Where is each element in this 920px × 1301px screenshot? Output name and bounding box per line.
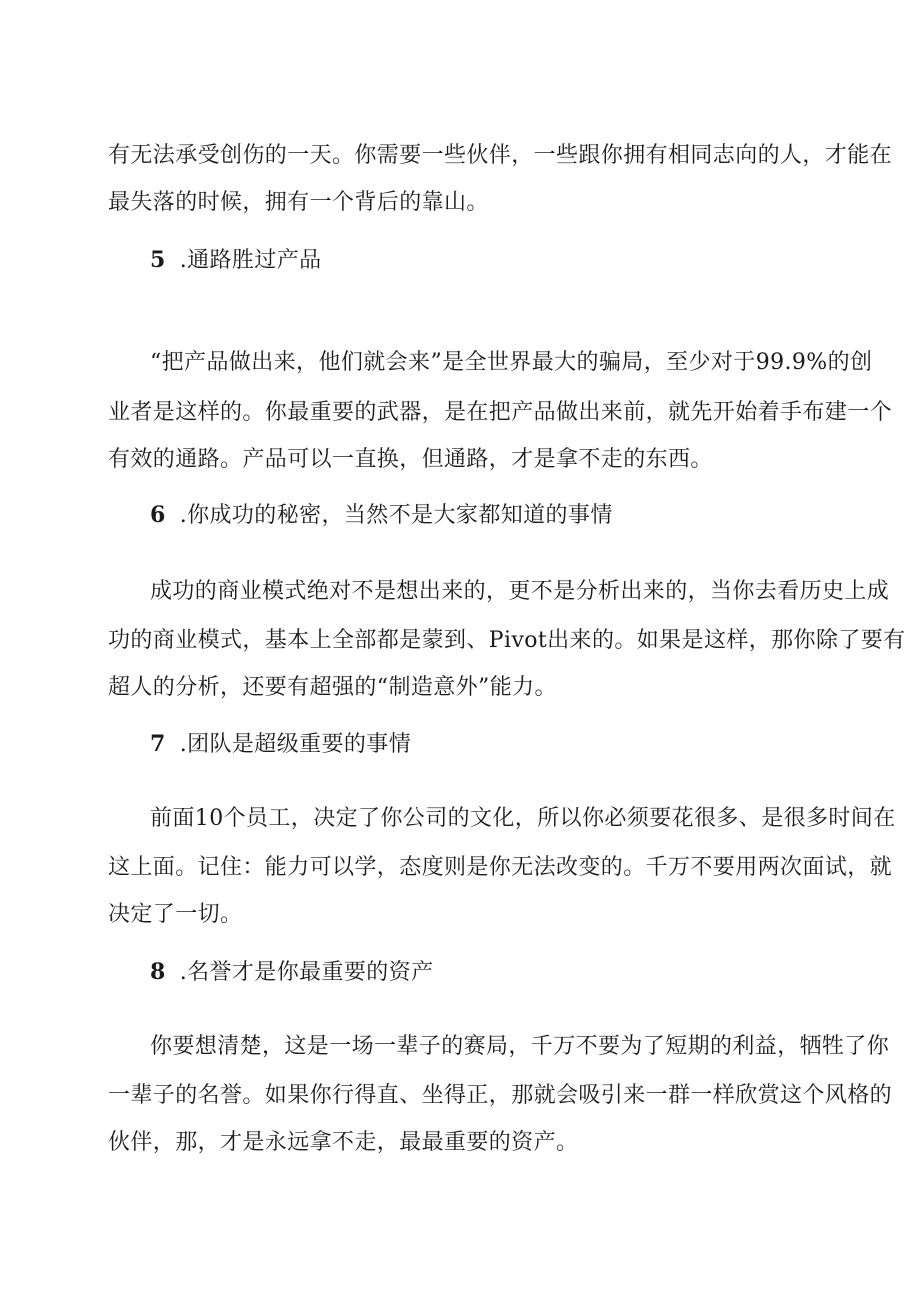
section-number: 8 — [150, 959, 166, 985]
section-heading-7 — [150, 729, 411, 760]
section-number: 5 — [150, 247, 166, 273]
paragraph-line: 业者是这样的。你最重要的武器，是在把产品做出来前，就先开始着手布建一个 — [108, 400, 893, 425]
paragraph-line: 你要想清楚，这是一场一辈子的赛局，千万不要为了短期的利益，牺牲了你 — [150, 1034, 890, 1059]
paragraph-line: 伙伴，那，才是永远拿不走，最最重要的资产。 — [108, 1130, 579, 1155]
paragraph-line: “把产品做出来，他们就会来”是全世界最大的骗局，至少对于99.9%的创 — [150, 350, 873, 375]
paragraph-line: 前面10个员工，决定了你公司的文化，所以你必须要花很多、是很多时间在 — [150, 806, 896, 831]
paragraph-line: 最失落的时候，拥有一个背后的靠山。 — [108, 190, 489, 215]
section-number: 7 — [150, 731, 166, 757]
section-title: .你成功的秘密，当然不是大家都知道的事情 — [179, 503, 613, 528]
paragraph-line: 决定了一切。 — [108, 902, 243, 927]
section-title: .团队是超级重要的事情 — [179, 732, 412, 757]
section-heading-5 — [150, 245, 322, 276]
paragraph-line: 有无法承受创伤的一天。你需要一些伙伴，一些跟你拥有相同志向的人，才能在 — [108, 143, 893, 168]
section-heading-8 — [150, 957, 434, 988]
paragraph-line: 有效的通路。产品可以一直换，但通路，才是拿不走的东西。 — [108, 447, 713, 472]
paragraph-line: 功的商业模式，基本上全部都是蒙到、Pivot出来的。如果是这样，那你除了要有 — [108, 628, 906, 653]
section-title: .通路胜过产品 — [179, 248, 322, 273]
paragraph-line: 这上面。记住：能力可以学，态度则是你无法改变的。千万不要用两次面试，就 — [108, 855, 893, 880]
paragraph-line: 超人的分析，还要有超强的“制造意外”能力。 — [108, 675, 557, 700]
paragraph-line: 成功的商业模式绝对不是想出来的，更不是分析出来的，当你去看历史上成 — [150, 579, 890, 604]
section-heading-6 — [150, 500, 613, 531]
paragraph-line: 一辈子的名誉。如果你行得直、坐得正，那就会吸引来一群一样欣赏这个风格的 — [108, 1083, 893, 1108]
section-title: .名誉才是你最重要的资产 — [179, 960, 434, 985]
section-number: 6 — [150, 502, 166, 528]
